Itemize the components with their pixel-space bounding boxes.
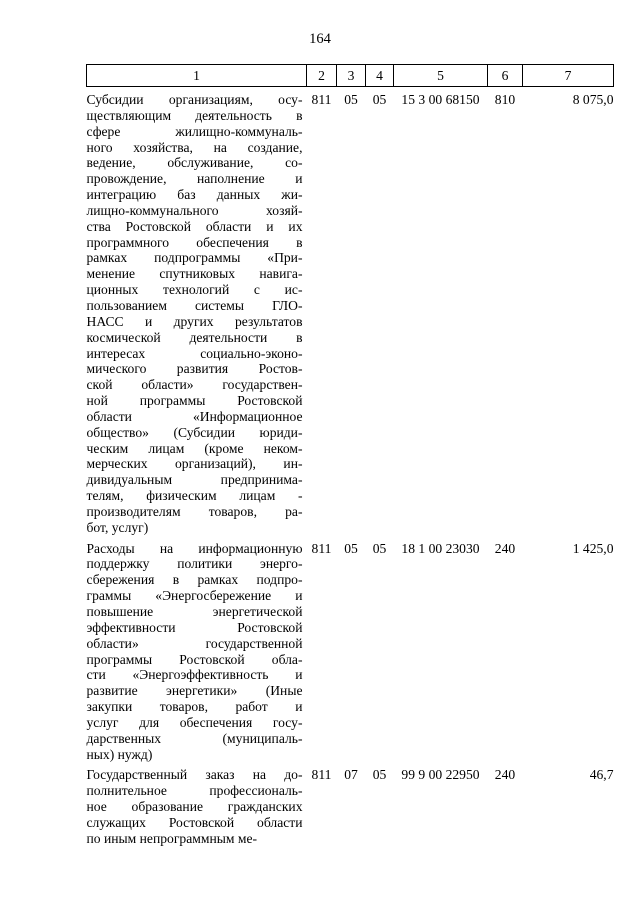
ministry-code: 811 <box>311 540 332 556</box>
description-line: пользованием системы ГЛО- <box>86 297 303 313</box>
description-line: НАСС и других результатов <box>86 313 303 329</box>
description-line: телям, физическим лицам - <box>86 488 303 504</box>
subsection-code: 05 <box>372 540 387 556</box>
description-line: ществляющим деятельность в <box>86 107 303 123</box>
row-description <box>87 762 307 846</box>
description-line: закупки товаров, работ и <box>86 699 303 715</box>
ministry-code: 811 <box>311 92 332 107</box>
table-body <box>87 87 614 847</box>
row-description <box>87 536 307 763</box>
header-col-5: 5 <box>394 65 488 87</box>
description-line: служащих Ростовской области <box>86 814 303 830</box>
subsection-code: 05 <box>372 767 387 783</box>
header-col-7: 7 <box>523 65 614 87</box>
budget-table <box>86 64 614 847</box>
description-line: дарственных (муниципаль- <box>86 730 303 746</box>
header-col-6: 6 <box>488 65 523 87</box>
description-line: ной программы Ростовской <box>86 393 303 409</box>
expense-type-code: 240 <box>494 540 516 556</box>
description-line: ционных технологий с ис- <box>86 282 303 298</box>
description-line: развитие энергетики» (Иные <box>86 683 303 699</box>
description-line: космической деятельности в <box>86 329 303 345</box>
description-line: программы Ростовской обла- <box>86 651 303 667</box>
description-line: граммы «Энергосбережение и <box>86 588 303 604</box>
description-line: сти «Энергоэффективность и <box>86 667 303 683</box>
description-line: ведение, обслуживание, со- <box>86 155 303 171</box>
description-line: общество» (Субсидии юриди- <box>86 424 303 440</box>
expense-type-code: 240 <box>494 767 516 783</box>
expense-type-code: 810 <box>494 92 516 107</box>
header-col-3: 3 <box>337 65 366 87</box>
description-line: Государственный заказ на до- <box>86 767 303 783</box>
target-item-code: 99 9 00 22950 <box>401 767 480 783</box>
target-item-code: 15 3 00 68150 <box>401 92 480 107</box>
section-code: 05 <box>344 92 358 107</box>
description-line: лищно-коммунального хозяй- <box>86 202 303 218</box>
description-line: программного обеспечения в <box>86 234 303 250</box>
description-line: рамках подпрограммы «При- <box>86 250 303 266</box>
header-col-4: 4 <box>366 65 394 87</box>
row-description <box>87 87 307 536</box>
description-line: интересах социально-эконо- <box>86 345 303 361</box>
description-line: услуг для обеспечения госу- <box>86 714 303 730</box>
description-line: мического развития Ростов- <box>86 361 303 377</box>
amount: 1 425,0 <box>572 540 614 556</box>
description-line: интеграцию баз данных жи- <box>86 187 303 203</box>
description-line: дивидуальным предпринима- <box>86 472 303 488</box>
description-line: полнительное профессиональ- <box>86 783 303 799</box>
description-line: ства Ростовской области и их <box>86 218 303 234</box>
section-code: 07 <box>344 767 358 783</box>
description-line: Расходы на информационную <box>86 540 303 556</box>
description-line: ных) нужд) <box>86 746 153 762</box>
description-line: ской области» государствен- <box>86 377 303 393</box>
header-col-2: 2 <box>307 65 337 87</box>
description-line: ного хозяйства, на создание, <box>86 139 303 155</box>
description-line: поддержку политики энерго- <box>86 556 303 572</box>
description-line: бот, услуг) <box>86 519 149 535</box>
section-code: 05 <box>344 540 358 556</box>
description-line: ное образование гражданских <box>86 799 303 815</box>
description-line: эффективности Ростовской <box>86 619 303 635</box>
subsection-code: 05 <box>372 92 387 107</box>
description-line: производителям товаров, ра- <box>86 503 303 519</box>
description-line: мерческих организаций), ин- <box>86 456 303 472</box>
page-number: 164 <box>309 31 331 47</box>
amount: 8 075,0 <box>572 92 614 107</box>
table-row <box>87 87 614 536</box>
header-row <box>87 65 614 87</box>
description-line: повышение энергетической <box>86 604 303 619</box>
description-line: Субсидии организациям, осу- <box>86 92 303 107</box>
description-line: по иным непрограммным ме- <box>86 830 258 846</box>
description-line: сбережения в рамках подпро- <box>86 572 303 588</box>
description-line: менение спутниковых навига- <box>86 266 303 282</box>
description-line: провождение, наполнение и <box>86 171 303 187</box>
ministry-code: 811 <box>311 767 332 783</box>
amount: 46,7 <box>589 767 614 783</box>
target-item-code: 18 1 00 23030 <box>401 540 480 556</box>
table-row <box>87 762 614 846</box>
table-row <box>87 536 614 763</box>
description-line: области» государственной <box>86 635 303 651</box>
description-line: ческим лицам (кроме неком- <box>86 440 303 456</box>
description-line: сфере жилищно-коммуналь- <box>86 123 303 139</box>
header-col-1: 1 <box>87 65 307 87</box>
description-line: области «Информационное <box>86 408 303 424</box>
